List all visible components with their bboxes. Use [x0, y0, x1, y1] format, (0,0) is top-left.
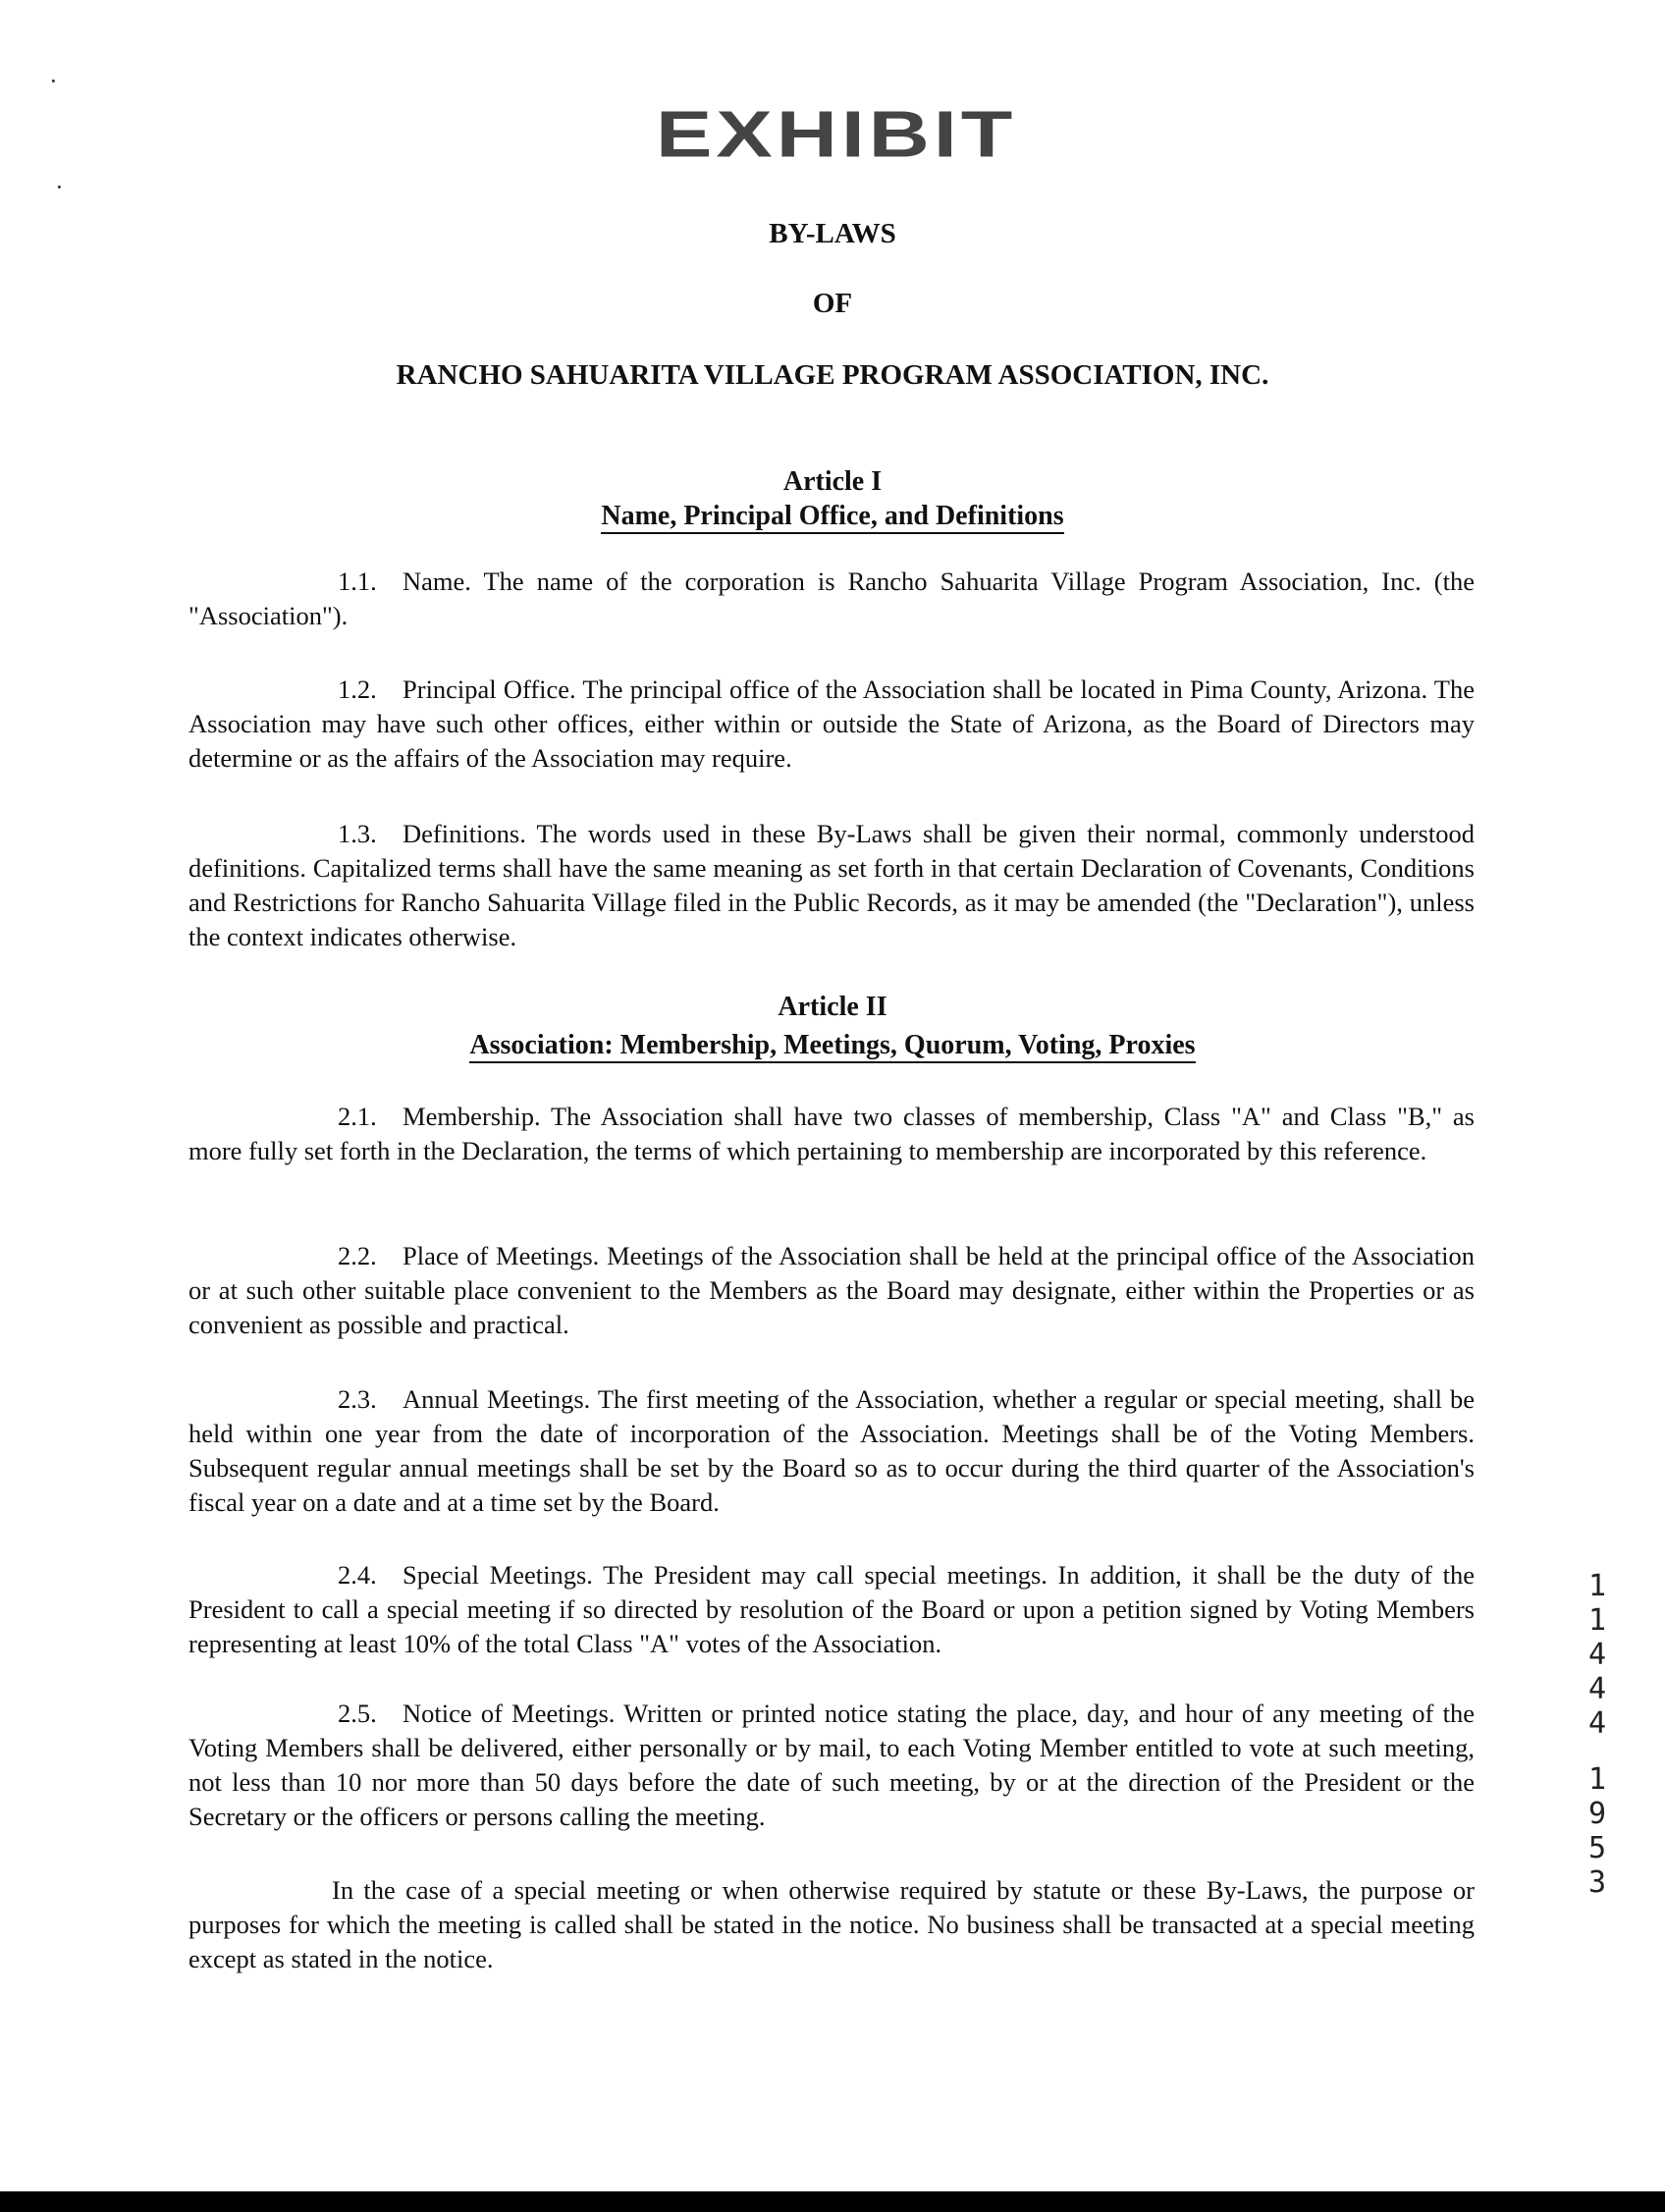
exhibit-stamp: EXHIBIT: [656, 97, 1017, 172]
section-1-3: 1.3. Definitions. The words used in these By-Laws shall be given their normal, commonly understood definitions. Capitalized terms shall have the same meaning as set forth in that certain Declaration of Covenants, Conditions and Restrictions for Rancho Sahuarita Village filed in the Public Records, as it may be amended (the "Declaration"), unless the context indicates otherwise.: [188, 819, 1475, 951]
section-1-2: 1.2. Principal Office. The principal office of the Association shall be located in Pima County, Arizona. The Association may have such other offices, either within or outside the State of Arizona, as the Board of Directors may determine or as the affairs of the Association may require.: [188, 674, 1475, 773]
section-2-2: 2.2. Place of Meetings. Meetings of the Association shall be held at the principal office of the Association or at such other suitable place convenient to the Members as the Board may designate, either within the Properties or as convenient as possible and practical.: [188, 1241, 1475, 1339]
section-1-1: 1.1. Name. The name of the corporation is Rancho Sahuarita Village Program Association, Inc. (the "Association").: [188, 566, 1475, 630]
section-2-4: 2.4. Special Meetings. The President may call special meetings. In addition, it shall be the duty of the President to call a special meeting if so directed by resolution of the Board or upon a petition signed by Voting Members representing at least 10% of the total Class "A" votes of the Association.: [188, 1560, 1475, 1658]
scan-mark: ·: [55, 173, 64, 201]
article-2-heading: Article II: [778, 992, 887, 1022]
scan-border: [0, 2191, 1665, 2212]
section-2-3: 2.3. Annual Meetings. The first meeting of the Association, whether a regular or special meeting, shall be held within one year from the date of incorporation of the Association. Meetings shall be of the Voting Members. Subsequent regular annual meetings shall be set by the Board so as to occur during the third quarter of the Association's fiscal year on a date and at a time set by the Board.: [188, 1384, 1475, 1517]
section-2-1: 2.1. Membership. The Association shall have two classes of membership, Class "A" and Class "B," as more fully set forth in the Declaration, the terms of which pertaining to membership are incorporated by this reference.: [188, 1102, 1475, 1165]
doc-title-of: OF: [812, 288, 853, 319]
article-1-subheading: Name, Principal Office, and Definitions: [0, 501, 1665, 532]
article-1-heading: Article I: [782, 466, 883, 497]
article-2-subheading: Association: Membership, Meetings, Quorum, Voting, Proxies: [0, 1030, 1665, 1061]
section-2-5-continuation: In the case of a special meeting or when otherwise required by statute or these By-Laws, the purpose or purposes for which the meeting is called shall be stated in the notice. No business shall be transacted at a special meeting except as stated in the notice.: [188, 1875, 1475, 1973]
bates-number: 1 1 4 4 4 1 9 5 3: [1587, 1569, 1607, 1900]
scan-mark: ·: [49, 67, 58, 95]
doc-title-association: RANCHO SAHUARITA VILLAGE PROGRAM ASSOCIATION, INC.: [396, 359, 1269, 391]
doc-title-bylaws: BY-LAWS: [769, 218, 896, 249]
section-2-5: 2.5. Notice of Meetings. Written or printed notice stating the place, day, and hour of any meeting of the Voting Members shall be delivered, either personally or by mail, to each Voting Member entitled to vote at such meeting, not less than 10 nor more than 50 days before the date of such meeting, by or at the direction of the President or the Secretary or the officers or persons calling the meeting.: [188, 1699, 1475, 1831]
